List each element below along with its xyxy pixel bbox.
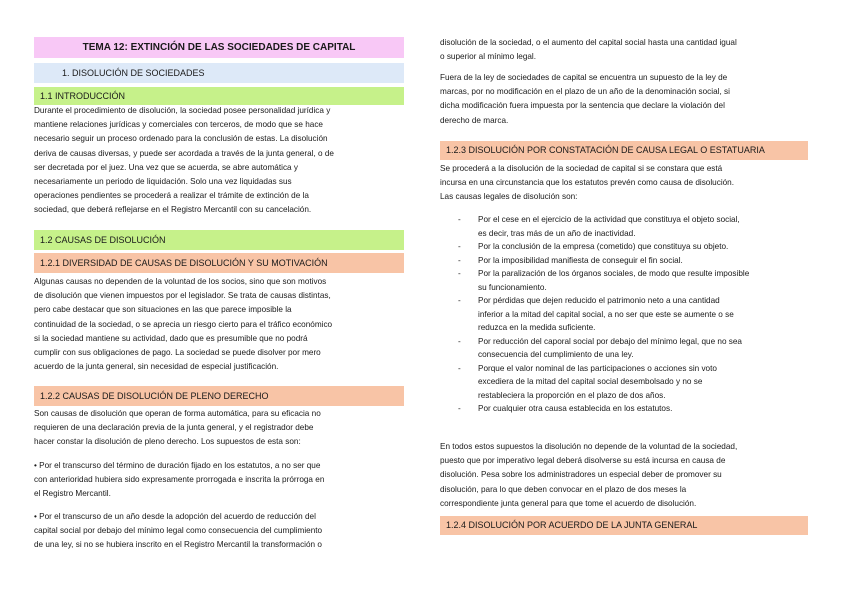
page-title: TEMA 12: EXTINCIÓN DE LAS SOCIEDADES DE CAPITAL (34, 37, 404, 58)
list-item: - Por la conclusión de la empresa (cometido) que constituya su objeto. (440, 240, 814, 254)
paragraph-1-2-3: Se procederá a la disolución de la sociedad de capital si se constara que está incursa en una circunstancia que los estatutos prevén como causa de disolución. Las causas legales de disolución son: (440, 164, 735, 202)
heading-introduccion: 1.1 INTRODUCCIÓN (34, 87, 404, 105)
heading-1-2-3: 1.2.3 DISOLUCIÓN POR CONSTATACIÓN DE CAUSA LEGAL O ESTATUARIA (440, 141, 808, 160)
list-item: - Porque el valor nominal de las participaciones o acciones sin voto excediera de la mitad del capital social desembolsado y no se restableciera la proporción en el plazo de dos años. (440, 362, 814, 403)
section-heading-disolucion: 1. DISOLUCIÓN DE SOCIEDADES (34, 63, 404, 83)
heading-1-2-1: 1.2.1 DIVERSIDAD DE CAUSAS DE DISOLUCIÓN Y SU MOTIVACIÓN (34, 253, 404, 273)
legal-causes-list (440, 213, 814, 416)
bullet-reduccion: • Por el transcurso de un año desde la adopción del acuerdo de reducción del capital social por debajo del mínimo legal como consecuencia del cumplimiento de una ley, si no se hubiera inscrito en el Registro Mercantil la transformación o (34, 512, 323, 550)
heading-causas-disolucion: 1.2 CAUSAS DE DISOLUCIÓN (34, 230, 404, 250)
list-item: - Por pérdidas que dejen reducido el patrimonio neto a una cantidad inferior a la mitad del capital social, a no ser que este se aumente o se reduzca en la medida suficiente. (440, 294, 814, 335)
list-item: - Por la imposibilidad manifiesta de conseguir el fin social. (440, 254, 814, 268)
list-item: - Por reducción del caporal social por debajo del mínimo legal, que no sea consecuencia del cumplimiento de una ley. (440, 335, 814, 362)
intro-paragraph: Durante el procedimiento de disolución, la sociedad posee personalidad jurídica y mantiene relaciones jurídicas y comerciales con terceros, de modo que se hace necesario seguir un proceso ordenado para la conclusión de estas. La disolución deriva de causas diversas, y puede ser acordada a través de la junta general, o de ser decretada por el juez. Una vez que se acuerda, se abre automática y necesariamente un periodo de liquidación. Solo una vez liquidadas sus operaciones pendientes se procederá a realizar el trámite de extinción de la sociedad, que deberá reflejarse en el Registro Mercantil con su cancelación. (34, 106, 334, 215)
paragraph-ley-marcas: Fuera de la ley de sociedades de capital se encuentra un supuesto de la ley de marcas, por no modificación en el plazo de un año de la denominación social, si dicha modificación fuera impuesta por la sentencia que declare la violación del derecho de marca. (440, 73, 730, 125)
list-item: - Por el cese en el ejercicio de la actividad que constituya el objeto social, es decir, tras más de un año de inactividad. (440, 213, 814, 240)
heading-1-2-2: 1.2.2 CAUSAS DE DISOLUCIÓN DE PLENO DERECHO (34, 386, 404, 406)
paragraph-1-2-1: Algunas causas no dependen de la voluntad de los socios, sino que son motivos de disolución que vienen impuestos por el legislador. Se trata de causas distintas, pero cabe destacar que son situaciones en las que parece imposible la continuidad de la sociedad, o se aprecia un riesgo cierto para el tráfico económico si la sociedad mantiene su actividad, dado que es presumible que no podrá cumplir con sus obligaciones de pago. La sociedad se puede disolver por mero acuerdo de la junta general, sin necesidad de especial justificación. (34, 277, 333, 372)
bullet-duracion: • Por el transcurso del término de duración fijado en los estatutos, a no ser que con anterioridad hubiera sido expresamente prorrogada e inscrita la prórroga en el Registro Mercantil. (34, 461, 325, 499)
paragraph-1-2-2: Son causas de disolución que operan de forma automática, para su eficacia no requieren de una declaración previa de la junta general, y el registrador debe hacer constar la disolución de pleno derecho. Los supuestos de esta son: (34, 409, 321, 447)
continuation-paragraph: disolución de la sociedad, o el aumento del capital social hasta una cantidad igual o superior al mínimo legal. (440, 38, 737, 62)
list-item: - Por la paralización de los órganos sociales, de modo que resulte imposible su funcionamiento. (440, 267, 814, 294)
heading-1-2-4: 1.2.4 DISOLUCIÓN POR ACUERDO DE LA JUNTA GENERAL (440, 516, 808, 535)
list-item: - Por cualquier otra causa establecida en los estatutos. (440, 402, 814, 416)
closing-paragraph: En todos estos supuestos la disolución no depende de la voluntad de la sociedad, puesto que por imperativo legal deberá disolverse su está incursa en causa de disolución. Pesa sobre los administradores un especial deber de promover su disolución, para lo que deben convocar en el plazo de dos meses la correspondiente junta general para que tome el acuerdo de disolución. (440, 442, 738, 508)
